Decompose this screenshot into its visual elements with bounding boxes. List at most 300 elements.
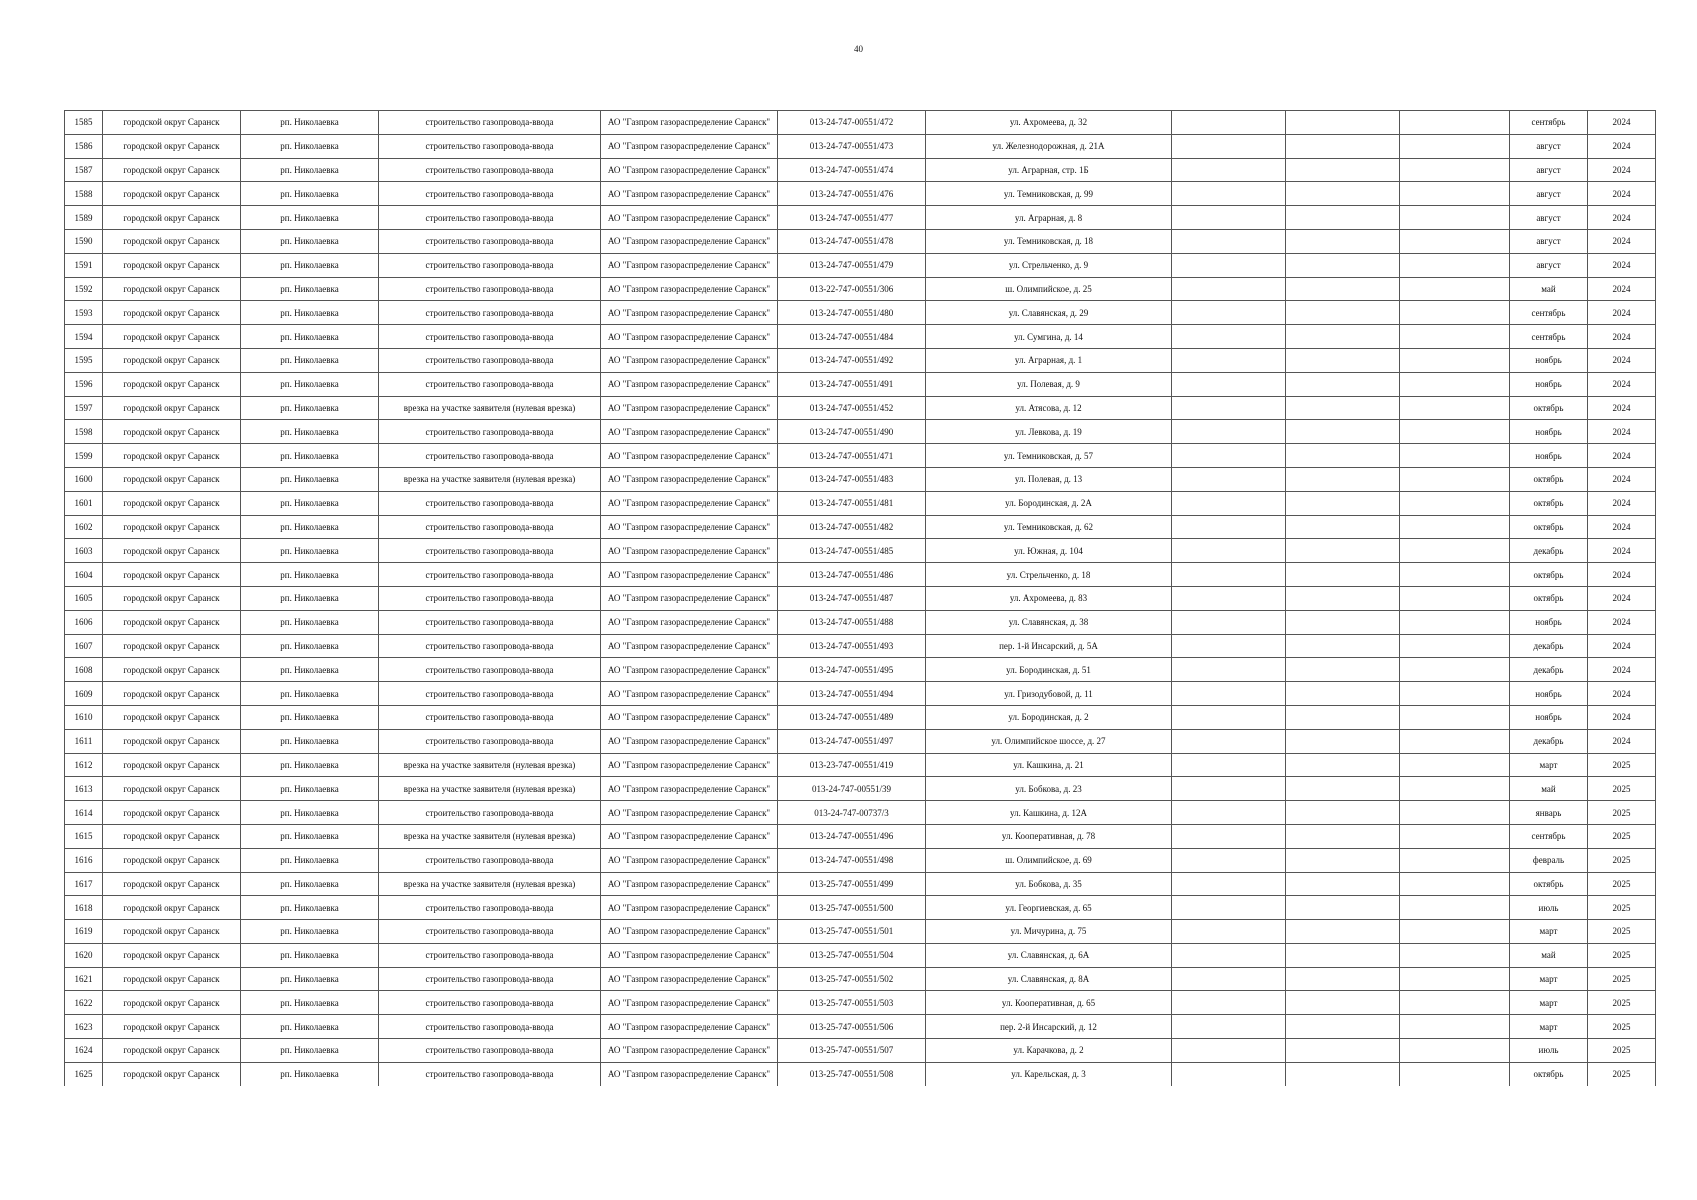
organization-cell: АО "Газпром газораспределение Саранск": [601, 824, 778, 848]
contract-number-cell: 013-24-747-00551/492: [778, 348, 926, 372]
organization-cell: АО "Газпром газораспределение Саранск": [601, 301, 778, 325]
empty-cell-2: [1286, 967, 1400, 991]
year-cell: 2024: [1588, 253, 1656, 277]
table-row: [65, 824, 1656, 848]
municipality-cell: городской округ Саранск: [103, 848, 241, 872]
municipality-cell: городской округ Саранск: [103, 134, 241, 158]
organization-cell: АО "Газпром газораспределение Саранск": [601, 1062, 778, 1085]
municipality-cell: городской округ Саранск: [103, 729, 241, 753]
row-number-cell: 1622: [65, 991, 103, 1015]
work-type-cell: строительство газопровода-ввода: [379, 563, 601, 587]
year-cell: 2025: [1588, 1015, 1656, 1039]
contract-number-cell: 013-24-747-00551/495: [778, 658, 926, 682]
row-number-cell: 1600: [65, 467, 103, 491]
address-cell: ул. Аграрная, д. 1: [926, 348, 1172, 372]
organization-cell: АО "Газпром газораспределение Саранск": [601, 206, 778, 230]
empty-cell-3: [1400, 801, 1510, 825]
settlement-cell: рп. Николаевка: [241, 848, 379, 872]
year-cell: 2025: [1588, 1062, 1656, 1085]
address-cell: ул. Полевая, д. 9: [926, 372, 1172, 396]
organization-cell: АО "Газпром газораспределение Саранск": [601, 801, 778, 825]
settlement-cell: рп. Николаевка: [241, 325, 379, 349]
table-row: [65, 206, 1656, 230]
table-row: [65, 491, 1656, 515]
row-number-cell: 1596: [65, 372, 103, 396]
settlement-cell: рп. Николаевка: [241, 777, 379, 801]
table-row: [65, 444, 1656, 468]
empty-cell-3: [1400, 325, 1510, 349]
table-row: [65, 420, 1656, 444]
empty-cell-1: [1172, 325, 1286, 349]
municipality-cell: городской округ Саранск: [103, 658, 241, 682]
organization-cell: АО "Газпром газораспределение Саранск": [601, 348, 778, 372]
municipality-cell: городской округ Саранск: [103, 158, 241, 182]
empty-cell-1: [1172, 158, 1286, 182]
empty-cell-3: [1400, 134, 1510, 158]
organization-cell: АО "Газпром газораспределение Саранск": [601, 658, 778, 682]
work-type-cell: строительство газопровода-ввода: [379, 134, 601, 158]
month-cell: март: [1510, 920, 1588, 944]
contract-number-cell: 013-24-747-00551/490: [778, 420, 926, 444]
municipality-cell: городской округ Саранск: [103, 682, 241, 706]
settlement-cell: рп. Николаевка: [241, 801, 379, 825]
contract-number-cell: 013-24-747-00551/497: [778, 729, 926, 753]
empty-cell-2: [1286, 563, 1400, 587]
municipality-cell: городской округ Саранск: [103, 491, 241, 515]
row-number-cell: 1606: [65, 610, 103, 634]
month-cell: декабрь: [1510, 634, 1588, 658]
row-number-cell: 1589: [65, 206, 103, 230]
work-type-cell: строительство газопровода-ввода: [379, 253, 601, 277]
empty-cell-1: [1172, 444, 1286, 468]
month-cell: октябрь: [1510, 515, 1588, 539]
table-row: [65, 729, 1656, 753]
year-cell: 2024: [1588, 729, 1656, 753]
table-row: [65, 991, 1656, 1015]
municipality-cell: городской округ Саранск: [103, 467, 241, 491]
settlement-cell: рп. Николаевка: [241, 586, 379, 610]
table-row: [65, 325, 1656, 349]
table-row: [65, 348, 1656, 372]
year-cell: 2025: [1588, 991, 1656, 1015]
work-type-cell: строительство газопровода-ввода: [379, 206, 601, 230]
year-cell: 2025: [1588, 967, 1656, 991]
empty-cell-1: [1172, 491, 1286, 515]
address-cell: ш. Олимпийское, д. 25: [926, 277, 1172, 301]
year-cell: 2025: [1588, 824, 1656, 848]
empty-cell-1: [1172, 372, 1286, 396]
row-number-cell: 1625: [65, 1062, 103, 1085]
address-cell: ул. Славянская, д. 8А: [926, 967, 1172, 991]
empty-cell-3: [1400, 206, 1510, 230]
row-number-cell: 1593: [65, 301, 103, 325]
empty-cell-2: [1286, 420, 1400, 444]
row-number-cell: 1601: [65, 491, 103, 515]
settlement-cell: рп. Николаевка: [241, 348, 379, 372]
address-cell: ул. Темниковская, д. 99: [926, 182, 1172, 206]
empty-cell-1: [1172, 586, 1286, 610]
month-cell: октябрь: [1510, 872, 1588, 896]
row-number-cell: 1611: [65, 729, 103, 753]
empty-cell-3: [1400, 253, 1510, 277]
row-number-cell: 1597: [65, 396, 103, 420]
page-number: 40: [854, 44, 863, 54]
contract-number-cell: 013-25-747-00551/501: [778, 920, 926, 944]
year-cell: 2024: [1588, 586, 1656, 610]
table-row: [65, 920, 1656, 944]
row-number-cell: 1624: [65, 1039, 103, 1063]
organization-cell: АО "Газпром газораспределение Саранск": [601, 229, 778, 253]
empty-cell-2: [1286, 206, 1400, 230]
year-cell: 2024: [1588, 206, 1656, 230]
municipality-cell: городской округ Саранск: [103, 872, 241, 896]
row-number-cell: 1623: [65, 1015, 103, 1039]
empty-cell-2: [1286, 896, 1400, 920]
year-cell: 2025: [1588, 753, 1656, 777]
work-type-cell: строительство газопровода-ввода: [379, 729, 601, 753]
address-cell: ул. Темниковская, д. 18: [926, 229, 1172, 253]
table-row: [65, 872, 1656, 896]
address-cell: пер. 2-й Инсарский, д. 12: [926, 1015, 1172, 1039]
address-cell: ул. Кашкина, д. 12А: [926, 801, 1172, 825]
settlement-cell: рп. Николаевка: [241, 943, 379, 967]
work-type-cell: строительство газопровода-ввода: [379, 325, 601, 349]
empty-cell-1: [1172, 515, 1286, 539]
empty-cell-1: [1172, 705, 1286, 729]
empty-cell-2: [1286, 444, 1400, 468]
municipality-cell: городской округ Саранск: [103, 444, 241, 468]
year-cell: 2024: [1588, 325, 1656, 349]
row-number-cell: 1585: [65, 111, 103, 135]
table-row: [65, 372, 1656, 396]
empty-cell-1: [1172, 1015, 1286, 1039]
empty-cell-1: [1172, 848, 1286, 872]
row-number-cell: 1592: [65, 277, 103, 301]
municipality-cell: городской округ Саранск: [103, 229, 241, 253]
month-cell: октябрь: [1510, 586, 1588, 610]
month-cell: март: [1510, 991, 1588, 1015]
empty-cell-3: [1400, 348, 1510, 372]
empty-cell-1: [1172, 348, 1286, 372]
month-cell: август: [1510, 134, 1588, 158]
empty-cell-2: [1286, 348, 1400, 372]
row-number-cell: 1590: [65, 229, 103, 253]
address-cell: ул. Гризодубовой, д. 11: [926, 682, 1172, 706]
empty-cell-2: [1286, 515, 1400, 539]
empty-cell-3: [1400, 729, 1510, 753]
work-type-cell: строительство газопровода-ввода: [379, 372, 601, 396]
month-cell: ноябрь: [1510, 420, 1588, 444]
settlement-cell: рп. Николаевка: [241, 563, 379, 587]
organization-cell: АО "Газпром газораспределение Саранск": [601, 586, 778, 610]
row-number-cell: 1605: [65, 586, 103, 610]
row-number-cell: 1613: [65, 777, 103, 801]
row-number-cell: 1615: [65, 824, 103, 848]
year-cell: 2024: [1588, 420, 1656, 444]
table-row: [65, 943, 1656, 967]
month-cell: ноябрь: [1510, 682, 1588, 706]
municipality-cell: городской округ Саранск: [103, 586, 241, 610]
contract-number-cell: 013-25-747-00551/503: [778, 991, 926, 1015]
month-cell: февраль: [1510, 848, 1588, 872]
organization-cell: АО "Газпром газораспределение Саранск": [601, 396, 778, 420]
settlement-cell: рп. Николаевка: [241, 372, 379, 396]
year-cell: 2024: [1588, 705, 1656, 729]
empty-cell-1: [1172, 967, 1286, 991]
empty-cell-3: [1400, 229, 1510, 253]
work-type-cell: строительство газопровода-ввода: [379, 1062, 601, 1085]
work-type-cell: строительство газопровода-ввода: [379, 444, 601, 468]
month-cell: ноябрь: [1510, 348, 1588, 372]
contract-number-cell: 013-24-747-00551/477: [778, 206, 926, 230]
empty-cell-2: [1286, 134, 1400, 158]
row-number-cell: 1587: [65, 158, 103, 182]
contract-number-cell: 013-24-747-00551/471: [778, 444, 926, 468]
table-row: [65, 634, 1656, 658]
organization-cell: АО "Газпром газораспределение Саранск": [601, 134, 778, 158]
organization-cell: АО "Газпром газораспределение Саранск": [601, 1015, 778, 1039]
empty-cell-3: [1400, 372, 1510, 396]
work-type-cell: строительство газопровода-ввода: [379, 943, 601, 967]
empty-cell-3: [1400, 848, 1510, 872]
empty-cell-3: [1400, 158, 1510, 182]
settlement-cell: рп. Николаевка: [241, 206, 379, 230]
table-row: [65, 539, 1656, 563]
work-type-cell: строительство газопровода-ввода: [379, 301, 601, 325]
row-number-cell: 1614: [65, 801, 103, 825]
settlement-cell: рп. Николаевка: [241, 610, 379, 634]
municipality-cell: городской округ Саранск: [103, 420, 241, 444]
month-cell: сентябрь: [1510, 111, 1588, 135]
municipality-cell: городской округ Саранск: [103, 920, 241, 944]
work-type-cell: врезка на участке заявителя (нулевая врезка): [379, 824, 601, 848]
month-cell: декабрь: [1510, 658, 1588, 682]
empty-cell-1: [1172, 539, 1286, 563]
table-row: [65, 134, 1656, 158]
year-cell: 2025: [1588, 920, 1656, 944]
settlement-cell: рп. Николаевка: [241, 1039, 379, 1063]
row-number-cell: 1586: [65, 134, 103, 158]
municipality-cell: городской округ Саранск: [103, 111, 241, 135]
row-number-cell: 1610: [65, 705, 103, 729]
empty-cell-3: [1400, 586, 1510, 610]
settlement-cell: рп. Николаевка: [241, 229, 379, 253]
year-cell: 2025: [1588, 896, 1656, 920]
table-row: [65, 396, 1656, 420]
address-cell: ул. Ахромеева, д. 32: [926, 111, 1172, 135]
month-cell: март: [1510, 753, 1588, 777]
work-type-cell: строительство газопровода-ввода: [379, 896, 601, 920]
year-cell: 2024: [1588, 444, 1656, 468]
table-row: [65, 896, 1656, 920]
empty-cell-2: [1286, 705, 1400, 729]
table-row: [65, 777, 1656, 801]
contract-number-cell: 013-25-747-00551/506: [778, 1015, 926, 1039]
municipality-cell: городской округ Саранск: [103, 801, 241, 825]
row-number-cell: 1620: [65, 943, 103, 967]
empty-cell-1: [1172, 420, 1286, 444]
year-cell: 2024: [1588, 229, 1656, 253]
municipality-cell: городской округ Саранск: [103, 967, 241, 991]
empty-cell-3: [1400, 682, 1510, 706]
settlement-cell: рп. Николаевка: [241, 682, 379, 706]
table-row: [65, 658, 1656, 682]
empty-cell-2: [1286, 491, 1400, 515]
month-cell: август: [1510, 253, 1588, 277]
row-number-cell: 1617: [65, 872, 103, 896]
year-cell: 2025: [1588, 872, 1656, 896]
empty-cell-2: [1286, 634, 1400, 658]
empty-cell-2: [1286, 372, 1400, 396]
month-cell: октябрь: [1510, 467, 1588, 491]
municipality-cell: городской округ Саранск: [103, 253, 241, 277]
settlement-cell: рп. Николаевка: [241, 515, 379, 539]
row-number-cell: 1604: [65, 563, 103, 587]
empty-cell-2: [1286, 277, 1400, 301]
work-type-cell: строительство газопровода-ввода: [379, 705, 601, 729]
municipality-cell: городской округ Саранск: [103, 206, 241, 230]
work-type-cell: строительство газопровода-ввода: [379, 1039, 601, 1063]
address-cell: ул. Бобкова, д. 35: [926, 872, 1172, 896]
empty-cell-3: [1400, 277, 1510, 301]
settlement-cell: рп. Николаевка: [241, 134, 379, 158]
year-cell: 2024: [1588, 515, 1656, 539]
municipality-cell: городской округ Саранск: [103, 348, 241, 372]
row-number-cell: 1599: [65, 444, 103, 468]
contract-number-cell: 013-24-747-00551/485: [778, 539, 926, 563]
address-cell: ул. Бородинская, д. 2: [926, 705, 1172, 729]
settlement-cell: рп. Николаевка: [241, 705, 379, 729]
address-cell: ул. Карельская, д. 3: [926, 1062, 1172, 1085]
table-row: [65, 301, 1656, 325]
row-number-cell: 1591: [65, 253, 103, 277]
address-cell: ул. Карачкова, д. 2: [926, 1039, 1172, 1063]
empty-cell-1: [1172, 111, 1286, 135]
municipality-cell: городской округ Саранск: [103, 943, 241, 967]
contract-number-cell: 013-24-747-00551/39: [778, 777, 926, 801]
organization-cell: АО "Газпром газораспределение Саранск": [601, 111, 778, 135]
month-cell: октябрь: [1510, 491, 1588, 515]
organization-cell: АО "Газпром газораспределение Саранск": [601, 610, 778, 634]
empty-cell-1: [1172, 253, 1286, 277]
empty-cell-2: [1286, 182, 1400, 206]
empty-cell-2: [1286, 1015, 1400, 1039]
municipality-cell: городской округ Саранск: [103, 1039, 241, 1063]
empty-cell-1: [1172, 467, 1286, 491]
settlement-cell: рп. Николаевка: [241, 491, 379, 515]
empty-cell-1: [1172, 753, 1286, 777]
address-cell: ул. Мичурина, д. 75: [926, 920, 1172, 944]
table-row: [65, 753, 1656, 777]
address-cell: ул. Атясова, д. 12: [926, 396, 1172, 420]
settlement-cell: рп. Николаевка: [241, 634, 379, 658]
municipality-cell: городской округ Саранск: [103, 277, 241, 301]
work-type-cell: строительство газопровода-ввода: [379, 920, 601, 944]
row-number-cell: 1598: [65, 420, 103, 444]
month-cell: ноябрь: [1510, 372, 1588, 396]
empty-cell-1: [1172, 301, 1286, 325]
contract-number-cell: 013-25-747-00551/500: [778, 896, 926, 920]
municipality-cell: городской округ Саранск: [103, 610, 241, 634]
settlement-cell: рп. Николаевка: [241, 1015, 379, 1039]
work-type-cell: строительство газопровода-ввода: [379, 515, 601, 539]
organization-cell: АО "Газпром газораспределение Саранск": [601, 729, 778, 753]
address-cell: ул. Славянская, д. 6А: [926, 943, 1172, 967]
empty-cell-2: [1286, 301, 1400, 325]
contract-number-cell: 013-24-747-00551/486: [778, 563, 926, 587]
address-cell: ул. Славянская, д. 38: [926, 610, 1172, 634]
row-number-cell: 1595: [65, 348, 103, 372]
year-cell: 2024: [1588, 539, 1656, 563]
empty-cell-1: [1172, 729, 1286, 753]
settlement-cell: рп. Николаевка: [241, 824, 379, 848]
empty-cell-1: [1172, 801, 1286, 825]
empty-cell-2: [1286, 824, 1400, 848]
contract-number-cell: 013-25-747-00551/504: [778, 943, 926, 967]
empty-cell-2: [1286, 467, 1400, 491]
empty-cell-2: [1286, 991, 1400, 1015]
month-cell: август: [1510, 158, 1588, 182]
empty-cell-2: [1286, 848, 1400, 872]
organization-cell: АО "Газпром газораспределение Саранск": [601, 420, 778, 444]
empty-cell-1: [1172, 872, 1286, 896]
year-cell: 2024: [1588, 658, 1656, 682]
empty-cell-1: [1172, 634, 1286, 658]
year-cell: 2024: [1588, 372, 1656, 396]
work-type-cell: строительство газопровода-ввода: [379, 229, 601, 253]
empty-cell-1: [1172, 229, 1286, 253]
contract-number-cell: 013-25-747-00551/502: [778, 967, 926, 991]
year-cell: 2025: [1588, 943, 1656, 967]
municipality-cell: городской округ Саранск: [103, 753, 241, 777]
contract-number-cell: 013-24-747-00737/3: [778, 801, 926, 825]
municipality-cell: городской округ Саранск: [103, 539, 241, 563]
empty-cell-2: [1286, 801, 1400, 825]
organization-cell: АО "Газпром газораспределение Саранск": [601, 967, 778, 991]
empty-cell-3: [1400, 705, 1510, 729]
empty-cell-2: [1286, 586, 1400, 610]
contract-number-cell: 013-24-747-00551/482: [778, 515, 926, 539]
month-cell: октябрь: [1510, 563, 1588, 587]
contract-number-cell: 013-24-747-00551/491: [778, 372, 926, 396]
month-cell: октябрь: [1510, 1062, 1588, 1085]
month-cell: сентябрь: [1510, 824, 1588, 848]
address-cell: ш. Олимпийское, д. 69: [926, 848, 1172, 872]
address-cell: ул. Аграрная, стр. 1Б: [926, 158, 1172, 182]
work-type-cell: врезка на участке заявителя (нулевая врезка): [379, 396, 601, 420]
settlement-cell: рп. Николаевка: [241, 539, 379, 563]
empty-cell-2: [1286, 1062, 1400, 1085]
address-cell: ул. Кашкина, д. 21: [926, 753, 1172, 777]
municipality-cell: городской округ Саранск: [103, 325, 241, 349]
address-cell: ул. Бородинская, д. 51: [926, 658, 1172, 682]
contract-number-cell: 013-24-747-00551/489: [778, 705, 926, 729]
empty-cell-3: [1400, 658, 1510, 682]
empty-cell-3: [1400, 872, 1510, 896]
table-row: [65, 801, 1656, 825]
organization-cell: АО "Газпром газораспределение Саранск": [601, 467, 778, 491]
empty-cell-2: [1286, 610, 1400, 634]
table-row: [65, 229, 1656, 253]
table-row: [65, 967, 1656, 991]
address-cell: ул. Славянская, д. 29: [926, 301, 1172, 325]
empty-cell-3: [1400, 1062, 1510, 1085]
month-cell: май: [1510, 777, 1588, 801]
row-number-cell: 1609: [65, 682, 103, 706]
empty-cell-3: [1400, 991, 1510, 1015]
work-type-cell: строительство газопровода-ввода: [379, 658, 601, 682]
organization-cell: АО "Газпром газораспределение Саранск": [601, 991, 778, 1015]
